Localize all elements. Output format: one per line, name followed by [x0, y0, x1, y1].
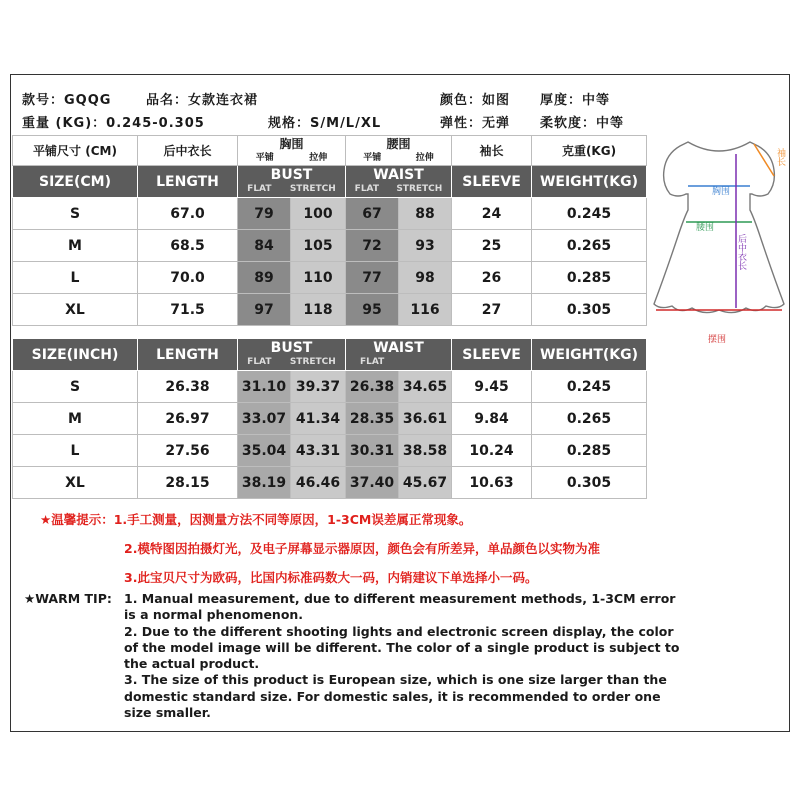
tip-zh-2: 2.模特图因拍摄灯光，及电子屏幕显示器原因，颜色会有所差异，单品颜色以实物为准 — [124, 541, 600, 556]
table-row — [13, 403, 647, 435]
table-row — [13, 467, 647, 499]
inch-cell-bust-flat: 38.19 — [238, 467, 291, 499]
cm-cell-sleeve: 25 — [452, 230, 532, 262]
cm-en-waist-label: WAIST — [373, 166, 424, 183]
cm-en-header-length: LENGTH — [138, 166, 238, 198]
inch-cell-size: S — [13, 371, 138, 403]
hem-label: 摆围 — [708, 335, 727, 345]
cm-cell-waist-stretch: 88 — [399, 198, 452, 230]
cm-cell-weight: 0.305 — [532, 294, 647, 326]
cm-en-header-sleeve: SLEEVE — [452, 166, 532, 198]
inch-cell-size: L — [13, 435, 138, 467]
cm-cell-waist-flat: 72 — [346, 230, 399, 262]
cm-cell-bust-flat: 79 — [238, 198, 291, 230]
inch-cell-waist-flat: 26.38 — [346, 371, 399, 403]
inch-en-bust-stretch: STRETCH — [289, 356, 336, 367]
cm-cell-waist-flat: 77 — [346, 262, 399, 294]
cm-zh-header-sleeve: 袖长 — [452, 136, 532, 166]
table-row — [13, 435, 647, 467]
inch-cell-length: 27.56 — [138, 435, 238, 467]
tip-zh-3: 3.此宝贝尺寸为欧码，比国内标准码数大一码，内销建议下单选择小一码。 — [124, 570, 538, 585]
cm-cell-length: 71.5 — [138, 294, 238, 326]
cm-cell-sleeve: 26 — [452, 262, 532, 294]
table-row — [13, 230, 647, 262]
info-item-spec: 规格：S/M/L/XL — [268, 116, 382, 131]
cm-cell-size: S — [13, 198, 138, 230]
length-label: 后中衣长 — [736, 234, 746, 270]
inch-en-waist-label: WAIST — [373, 339, 424, 356]
inch-cell-waist-flat: 37.40 — [346, 467, 399, 499]
inch-cell-bust-flat: 35.04 — [238, 435, 291, 467]
warm-tip-label: ★WARM TIP: — [24, 591, 112, 606]
cm-cell-sleeve: 27 — [452, 294, 532, 326]
inch-cell-waist-stretch: 38.58 — [399, 435, 452, 467]
warm-tip-item-3: 3. The size of this product is European size, which is one size larger than the domestic standard size. For domestic sales, it is recommended to order one size smaller. — [124, 672, 667, 721]
cm-cell-bust-stretch: 100 — [291, 198, 346, 230]
cm-cell-bust-stretch: 110 — [291, 262, 346, 294]
inch-cell-weight: 0.285 — [532, 435, 647, 467]
inch-cell-weight: 0.265 — [532, 403, 647, 435]
table-row — [13, 262, 647, 294]
cm-cell-waist-flat: 67 — [346, 198, 399, 230]
warm-tip-item-2: 2. Due to the different shooting lights and electronic screen display, the color of the model image will be different. The color of a single product is subject to the actual product. — [124, 623, 680, 672]
info-item-thickness: 厚度：中等 — [540, 93, 611, 108]
inch-en-waist-flat: FLAT — [360, 356, 385, 367]
cm-cell-bust-flat: 84 — [238, 230, 291, 262]
inch-cell-waist-flat: 28.35 — [346, 403, 399, 435]
cm-cell-size: M — [13, 230, 138, 262]
table-row — [13, 294, 647, 326]
inch-cell-waist-stretch: 34.65 — [399, 371, 452, 403]
cm-zh-header-size: 平铺尺寸 (CM) — [13, 136, 138, 166]
inch-cell-waist-stretch: 45.67 — [399, 467, 452, 499]
inch-cell-bust-stretch: 41.34 — [291, 403, 346, 435]
warm-tip-item-1: 1. Manual measurement, due to different measurement methods, 1-3CM error is a normal phenomenon. — [124, 591, 676, 623]
dress-measurement-diagram — [646, 132, 792, 352]
inch-cell-weight: 0.305 — [532, 467, 647, 499]
info-item-softness: 柔软度：中等 — [540, 116, 625, 131]
inch-en-header-length: LENGTH — [138, 339, 238, 371]
cm-cell-bust-flat: 89 — [238, 262, 291, 294]
cm-en-bust-label: BUST — [270, 166, 313, 183]
inch-cell-length: 26.38 — [138, 371, 238, 403]
cm-zh-header-length: 后中衣长 — [138, 136, 238, 166]
cm-cell-length: 70.0 — [138, 262, 238, 294]
inch-cell-sleeve: 10.24 — [452, 435, 532, 467]
inch-cell-bust-stretch: 43.31 — [291, 435, 346, 467]
info-item-elasticity: 弹性：无弹 — [440, 116, 511, 131]
inch-cell-sleeve: 10.63 — [452, 467, 532, 499]
inch-cell-size: XL — [13, 467, 138, 499]
inch-cell-weight: 0.245 — [532, 371, 647, 403]
info-item-weight: 重量 (KG)：0.245-0.305 — [22, 116, 205, 131]
cm-size-table — [12, 135, 647, 326]
inch-cell-bust-stretch: 46.46 — [291, 467, 346, 499]
cm-cell-waist-stretch: 93 — [399, 230, 452, 262]
cm-zh-header-weight: 克重(KG) — [532, 136, 647, 166]
tip-zh-1: ★温馨提示：1.手工测量，因测量方法不同等原因，1-3CM误差属正常现象。 — [40, 512, 472, 527]
inch-cell-waist-flat: 30.31 — [346, 435, 399, 467]
cm-cell-size: XL — [13, 294, 138, 326]
inch-en-header-sleeve: SLEEVE — [452, 339, 532, 371]
inch-cell-length: 28.15 — [138, 467, 238, 499]
cm-zh-waist-flat: 平铺 — [363, 152, 382, 163]
cm-cell-weight: 0.265 — [532, 230, 647, 262]
table-row — [13, 371, 647, 403]
cm-cell-bust-stretch: 105 — [291, 230, 346, 262]
cm-en-header-weight: WEIGHT(KG) — [532, 166, 647, 198]
inch-cell-sleeve: 9.84 — [452, 403, 532, 435]
inch-cell-sleeve: 9.45 — [452, 371, 532, 403]
cm-cell-weight: 0.285 — [532, 262, 647, 294]
dress-outline — [654, 142, 784, 313]
sleeve-label: 袖长 — [775, 148, 785, 166]
inch-cell-length: 26.97 — [138, 403, 238, 435]
warm-tip-items — [124, 591, 684, 721]
cm-cell-bust-flat: 97 — [238, 294, 291, 326]
cm-en-header-waist — [346, 166, 452, 198]
bust-label: 胸围 — [712, 187, 731, 197]
cm-cell-waist-stretch: 98 — [399, 262, 452, 294]
cm-zh-bust-label: 胸围 — [279, 136, 304, 151]
waist-label: 腰围 — [696, 223, 715, 233]
cm-cell-sleeve: 24 — [452, 198, 532, 230]
cm-zh-bust-stretch: 拉伸 — [309, 152, 328, 163]
cm-zh-waist-label: 腰围 — [386, 136, 411, 151]
inch-en-header-weight: WEIGHT(KG) — [532, 339, 647, 371]
cm-cell-length: 67.0 — [138, 198, 238, 230]
cm-en-bust-stretch: STRETCH — [289, 183, 336, 194]
cm-cell-waist-flat: 95 — [346, 294, 399, 326]
cm-cell-weight: 0.245 — [532, 198, 647, 230]
inch-cell-size: M — [13, 403, 138, 435]
info-item-name: 品名：女款连衣裙 — [146, 93, 259, 108]
cm-en-header-size: SIZE(CM) — [13, 166, 138, 198]
inch-en-header-bust — [238, 339, 346, 371]
cm-cell-bust-stretch: 118 — [291, 294, 346, 326]
inch-cell-waist-stretch: 36.61 — [399, 403, 452, 435]
cm-cell-waist-stretch: 116 — [399, 294, 452, 326]
cm-zh-header-bust — [238, 136, 346, 166]
inch-size-table — [12, 338, 647, 499]
info-item-color: 颜色：如图 — [440, 93, 511, 108]
cm-cell-length: 68.5 — [138, 230, 238, 262]
table-row — [13, 198, 647, 230]
cm-zh-waist-stretch: 拉伸 — [415, 152, 434, 163]
info-item-code: 款号：GQQG — [22, 93, 112, 108]
inch-en-header-size: SIZE(INCH) — [13, 339, 138, 371]
inch-cell-bust-flat: 31.10 — [238, 371, 291, 403]
inch-en-bust-label: BUST — [270, 339, 313, 356]
cm-en-bust-flat: FLAT — [247, 183, 272, 194]
cm-cell-size: L — [13, 262, 138, 294]
cm-en-waist-flat: FLAT — [354, 183, 379, 194]
inch-cell-bust-stretch: 39.37 — [291, 371, 346, 403]
inch-en-header-waist — [346, 339, 452, 371]
cm-zh-header-waist — [346, 136, 452, 166]
cm-en-waist-stretch: STRETCH — [396, 183, 443, 194]
inch-en-bust-flat: FLAT — [247, 356, 272, 367]
cm-en-header-bust — [238, 166, 346, 198]
inch-cell-bust-flat: 33.07 — [238, 403, 291, 435]
cm-zh-bust-flat: 平铺 — [255, 152, 274, 163]
